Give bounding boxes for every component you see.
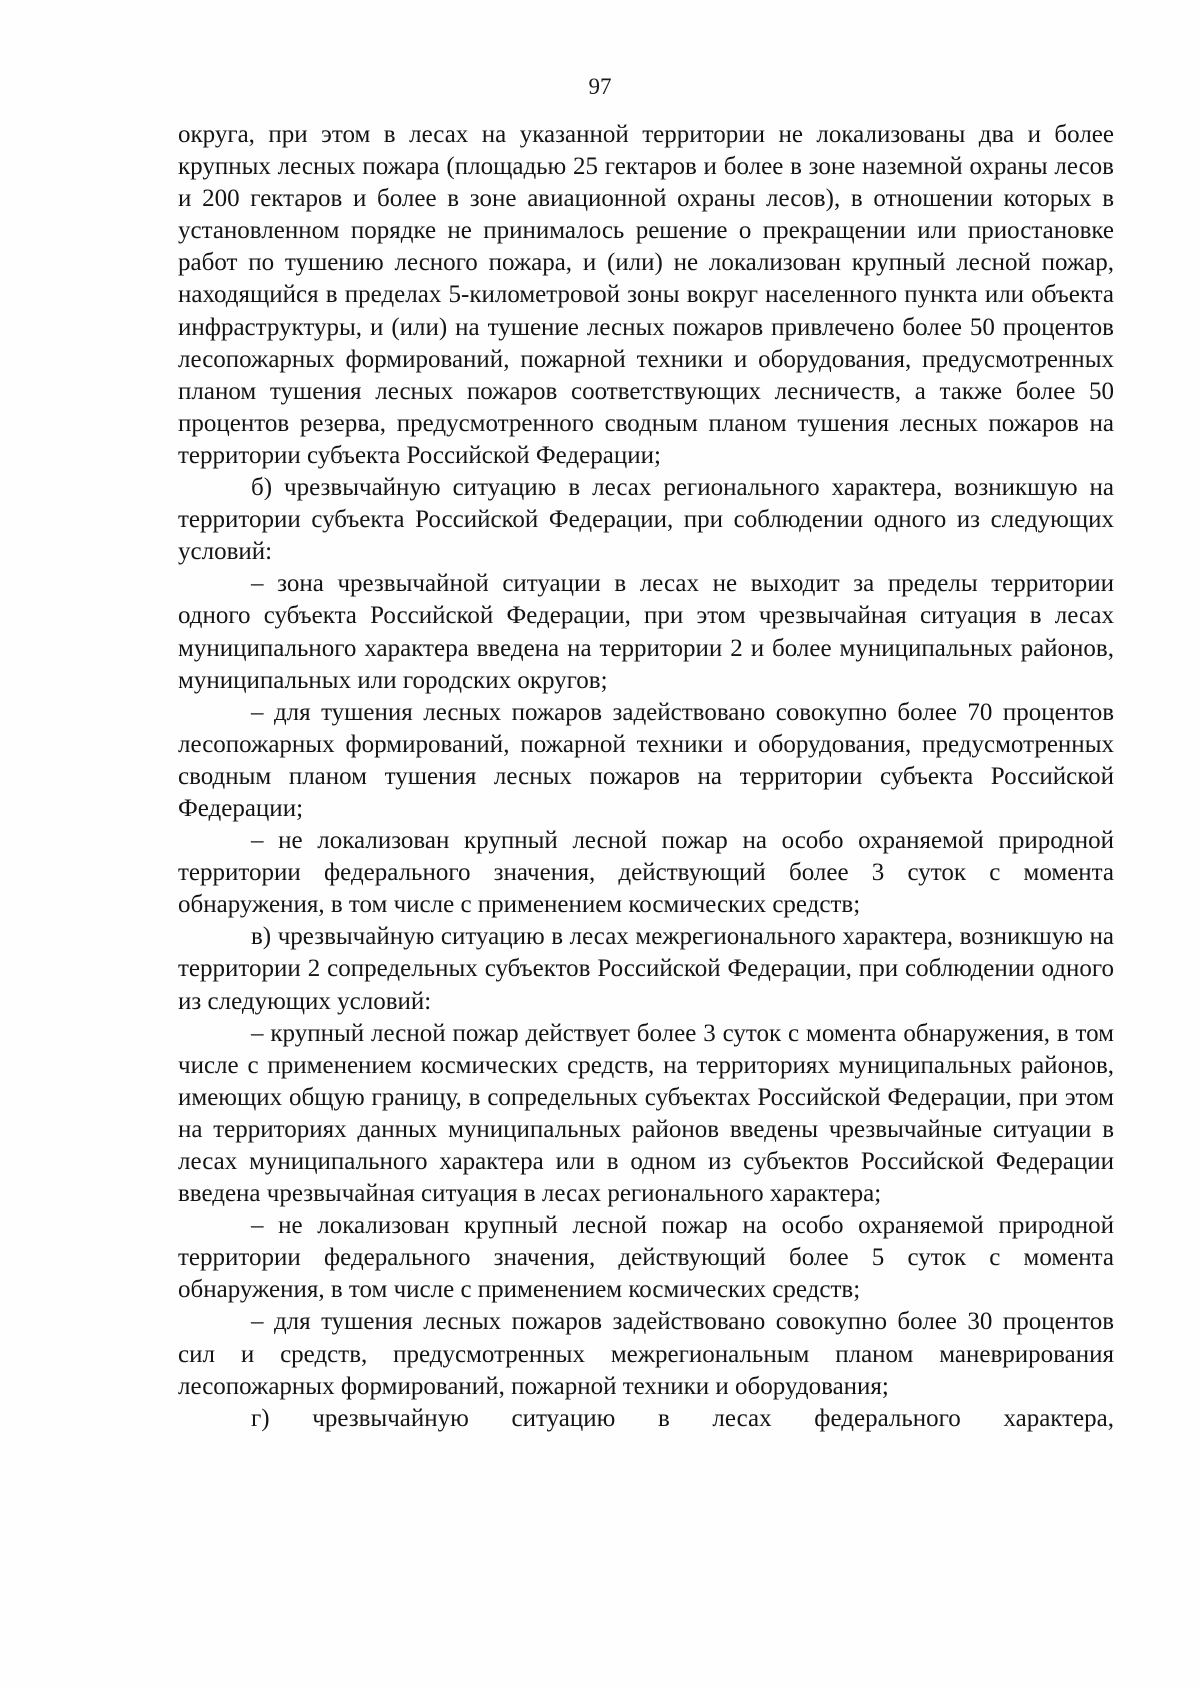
paragraph-item-v-condition-2: – не локализован крупный лесной пожар на особо охраняемой природной территории федерального значения, действующий более 5 суток с момента обнаружения, в том числе с применением космических средств;: [178, 1212, 1114, 1304]
paragraph-item-v: в) чрезвычайную ситуацию в лесах межрегионального характера, возникшую на территории 2 сопредельных субъектов Российской Федерации, при соблюдении одного из следующих условий:: [178, 923, 1114, 1015]
paragraph-item-b: б) чрезвычайную ситуацию в лесах регионального характера, возникшую на территории субъекта Российской Федерации, при соблюдении одного из следующих условий:: [178, 474, 1114, 566]
document-body: [178, 119, 1114, 1435]
paragraph-item-b-condition-3: – не локализован крупный лесной пожар на особо охраняемой природной территории федерального значения, действующий более 3 суток с момента обнаружения, в том числе с применением космических средств;: [178, 827, 1114, 919]
page-number: 97: [588, 74, 612, 99]
paragraph-item-g: г) чрезвычайную ситуацию в лесах федерального характера,: [251, 1404, 1114, 1432]
paragraph-continuation: округа, при этом в лесах на указанной территории не локализованы два и более крупных лесных пожара (площадью 25 гектаров и более в зоне наземной охраны лесов и 200 гектаров и более в зоне авиационной охраны лесов), в отношении которых в установленном порядке не принималось решение о прекращении или приостановке работ по тушению лесного пожара, и (или) не локализован крупный лесной пожар, находящийся в пределах 5-километровой зоны вокруг населенного пункта или объекта инфраструктуры, и (или) на тушение лесных пожаров привлечено более 50 процентов лесопожарных формирований, пожарной техники и оборудования, предусмотренных планом тушения лесных пожаров соответствующих лесничеств, а также более 50 процентов резерва, предусмотренного сводным планом тушения лесных пожаров на территории субъекта Российской Федерации;: [178, 121, 1114, 469]
paragraph-item-v-condition-3: – для тушения лесных пожаров задействовано совокупно более 30 процентов сил и средств, предусмотренных межрегиональным планом маневрирования лесопожарных формирований, пожарной техники и оборудования;: [178, 1308, 1114, 1400]
paragraph-item-b-condition-2: – для тушения лесных пожаров задействовано совокупно более 70 процентов лесопожарных формирований, пожарной техники и оборудования, предусмотренных сводным планом тушения лесных пожаров на территории субъекта Российской Федерации;: [178, 698, 1114, 822]
paragraph-item-b-condition-1: – зона чрезвычайной ситуации в лесах не выходит за пределы территории одного субъекта Российской Федерации, при этом чрезвычайная ситуация в лесах муниципального характера введена на территории 2 и более муниципальных районов, муниципальных или городских округов;: [178, 570, 1114, 694]
paragraph-item-v-condition-1: – крупный лесной пожар действует более 3 суток с момента обнаружения, в том числе с применением космических средств, на территориях муниципальных районов, имеющих общую границу, в сопредельных субъектах Российской Федерации, при этом на территориях данных муниципальных районов введены чрезвычайные ситуации в лесах муниципального характера или в одном из субъектов Российской Федерации введена чрезвычайная ситуация в лесах регионального характера;: [178, 1019, 1114, 1208]
